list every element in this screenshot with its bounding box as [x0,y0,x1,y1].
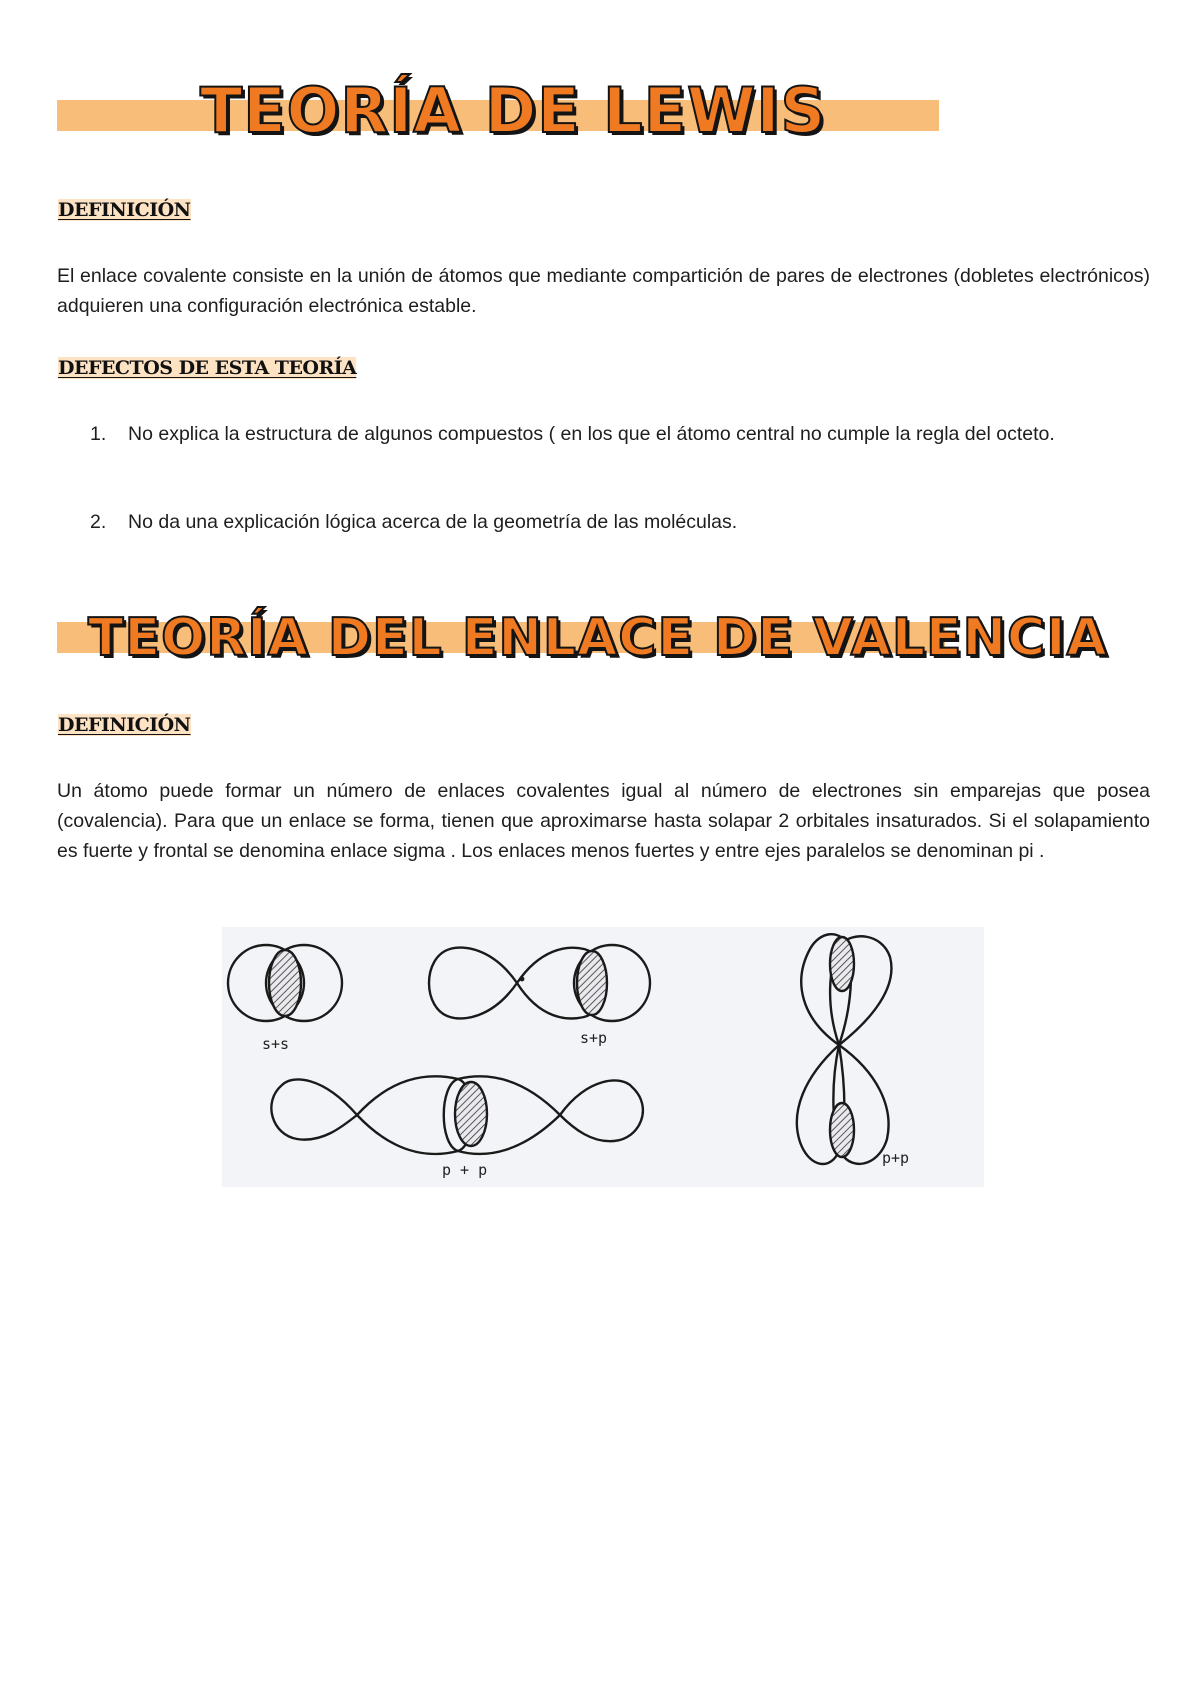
definition-paragraph-valencia: Un átomo puede formar un número de enlaces covalentes igual al número de electrones sin emparejas que posea (covalencia). Para que un enlace se forma, tienen que aproximarse hasta solapar 2 orbitales insaturados. Si el solapamiento es fuerte y frontal se denomina enlace sigma . Los enlaces menos fuertes y entre ejes paralelos se denominan pi . [57,780,1150,862]
defects-heading [57,354,357,382]
orbital-overlap-figure [222,927,984,1187]
label-s-p: s+p [580,1029,608,1047]
page-title-lewis: TEORÍA DE LEWIS [200,74,827,147]
defects-heading-text: DEFECTOS DE ESTA TEORÍA [58,357,357,379]
label-p-p-vertical: p+p [882,1149,910,1167]
orbital-diagram [222,927,984,1187]
definition-paragraph-lewis: El enlace covalente consiste en la unión de átomos que mediante compartición de pares de electrones (dobletes electrónicos) adquieren una configuración electrónica estable. [57,265,1150,317]
definition-heading-lewis [57,196,192,224]
list-text: No da una explicación lógica acerca de la geometría de las moléculas. [128,511,738,533]
label-s-s: s+s [262,1035,290,1053]
list-number: 1. [90,423,107,445]
page-title-valencia: TEORÍA DEL ENLACE DE VALENCIA [88,608,1108,668]
definition-heading-valencia-text: DEFINICIÓN [58,714,191,736]
definition-heading-valencia [57,711,192,739]
list-number: 2. [90,511,107,533]
defect-list-item-2 [90,507,1150,537]
p-p-vertical-overlap [797,934,892,1164]
s-p-overlap [429,945,650,1021]
label-p-p-horizontal: p + p [442,1161,488,1179]
p-p-horizontal-overlap [271,1076,643,1154]
defect-list-item-1 [90,419,1150,449]
s-s-overlap [228,945,342,1021]
definition-heading-lewis-text: DEFINICIÓN [58,199,191,221]
list-text: No explica la estructura de algunos compuestos ( en los que el átomo central no cumple la regla del octeto. [128,423,1055,445]
